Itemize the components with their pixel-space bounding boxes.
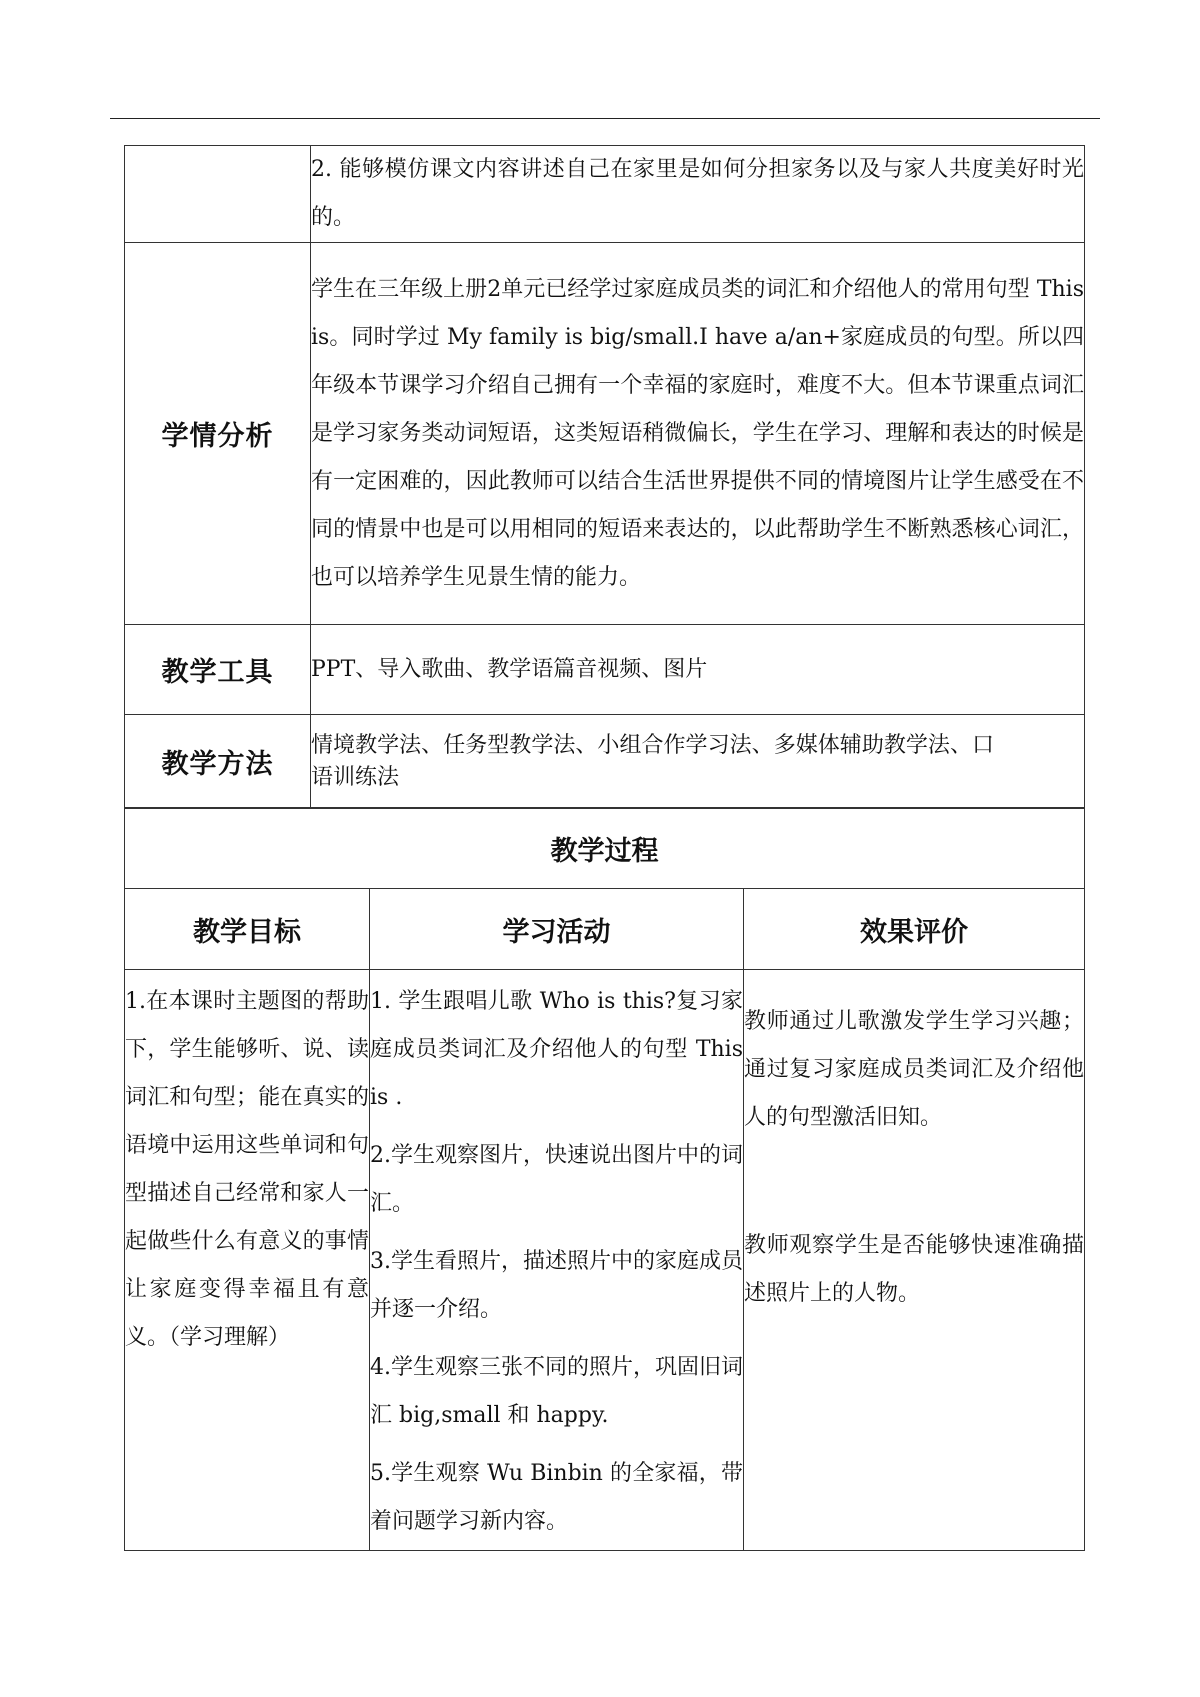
goal-text: 1.在本课时主题图的帮助下，学生能够听、说、读词汇和句型；能在真实的语境中运用这些单词和句型描述自己经常和家人一起做些什么有意义的事情让家庭变得幸福且有意义。（学习理解）	[125, 970, 370, 1551]
tools-row	[125, 625, 1085, 715]
activity-cell	[370, 970, 744, 1551]
process-title-row	[125, 808, 1085, 889]
header-rule	[110, 118, 1100, 119]
activity-item: 2.学生观察图片，快速说出图片中的词汇。	[370, 1143, 743, 1216]
methods-text: 情境教学法、任务型教学法、小组合作学习法、多媒体辅助教学法、口语训练法	[311, 715, 1085, 809]
activity-item: 4.学生观察三张不同的照片，巩固旧词汇 big,small 和 happy.	[370, 1355, 743, 1428]
tools-label: 教学工具	[125, 625, 311, 715]
activity-item: 5.学生观察 Wu Binbin 的全家福，带着问题学习新内容。	[370, 1461, 743, 1534]
header-evaluation: 效果评价	[744, 889, 1085, 970]
process-header-row	[125, 889, 1085, 970]
info-table	[124, 145, 1085, 809]
tools-text: PPT、导入歌曲、教学语篇音视频、图片	[311, 625, 1085, 715]
goal-row	[125, 146, 1085, 243]
header-goal: 教学目标	[125, 889, 370, 970]
analysis-row	[125, 243, 1085, 625]
activity-item: 1. 学生跟唱儿歌 Who is this?复习家庭成员类词汇及介绍他人的句型 This is .	[370, 989, 743, 1110]
evaluation-item: 教师观察学生是否能够快速准确描述照片上的人物。	[744, 1233, 1085, 1306]
methods-label: 教学方法	[125, 715, 311, 809]
analysis-text: 学生在三年级上册2单元已经学过家庭成员类的词汇和介绍他人的常用句型 This is。同时学过 My family is big/small.I have a/an+家庭成员的句型。所以四年级本节课学习介绍自己拥有一个幸福的家庭时，难度不大。但本节课重点词汇是学习家务类动词短语，这类短语稍微偏长，学生在学习、理解和表达的时候是有一定困难的，因此教师可以结合生活世界提供不同的情境图片让学生感受在不同的情景中也是可以用相同的短语来表达的，以此帮助学生不断熟悉核心词汇，也可以培养学生见景生情的能力。	[311, 243, 1085, 625]
process-table	[124, 807, 1085, 1551]
goal-label-cell	[125, 146, 311, 243]
evaluation-item: 教师通过儿歌激发学生学习兴趣；通过复习家庭成员类词汇及介绍他人的句型激活旧知。	[744, 1009, 1085, 1130]
header-activity: 学习活动	[370, 889, 744, 970]
process-row	[125, 970, 1085, 1551]
goal-item-2: 2. 能够模仿课文内容讲述自己在家里是如何分担家务以及与家人共度美好时光的。	[311, 146, 1085, 243]
methods-row	[125, 715, 1085, 809]
process-title: 教学过程	[125, 808, 1085, 889]
activity-item: 3.学生看照片，描述照片中的家庭成员并逐一介绍。	[370, 1249, 743, 1322]
evaluation-cell	[744, 970, 1085, 1551]
analysis-label: 学情分析	[125, 243, 311, 625]
